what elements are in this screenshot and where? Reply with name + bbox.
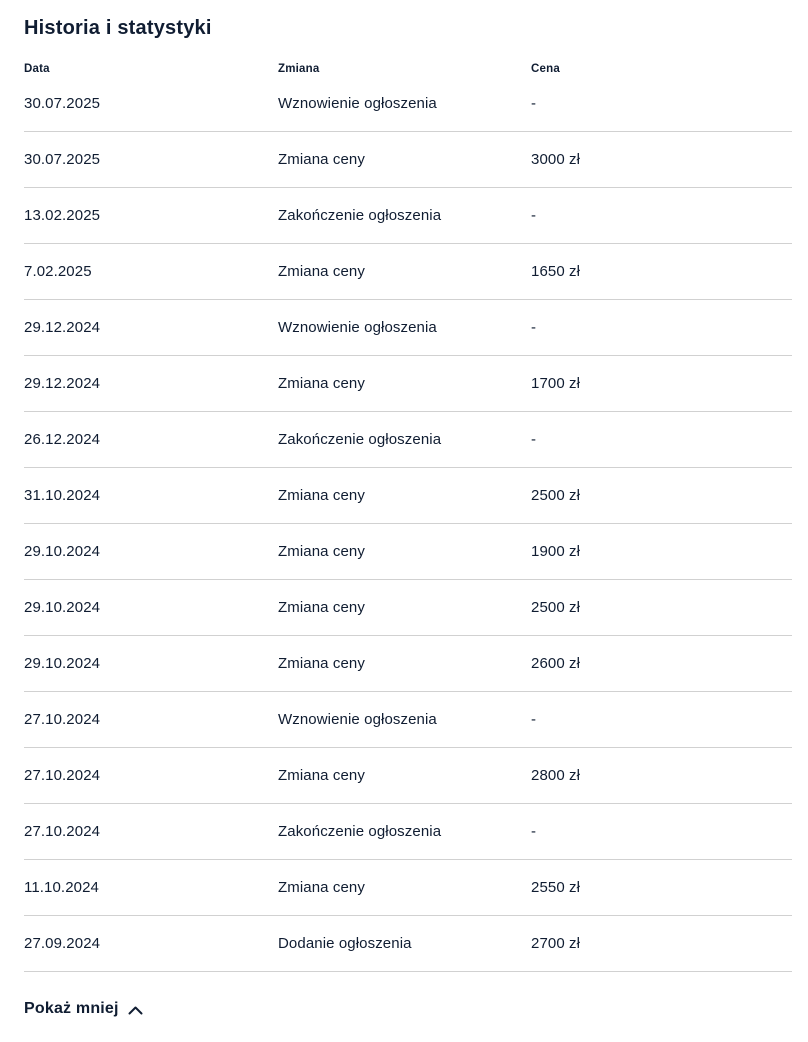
row-change: Zmiana ceny [278,487,365,504]
table-row [24,300,792,356]
table-row [24,468,792,524]
row-date: 29.10.2024 [24,655,101,672]
row-price: 2700 zł [531,935,581,952]
row-price: - [531,431,537,448]
row-date: 27.10.2024 [24,823,101,840]
row-change: Zmiana ceny [278,767,365,784]
chevron-up-icon [128,1006,143,1015]
row-change: Zmiana ceny [278,599,365,616]
row-price: - [531,823,537,840]
row-date: 11.10.2024 [24,879,99,896]
row-change: Wznowienie ogłoszenia [278,319,437,336]
row-change: Zakończenie ogłoszenia [278,207,442,224]
row-date: 29.12.2024 [24,375,101,392]
row-price: 1700 zł [531,375,581,392]
row-date: 31.10.2024 [24,487,101,504]
table-row [24,748,792,804]
row-change: Zakończenie ogłoszenia [278,823,442,840]
table-row [24,692,792,748]
column-header-date: Data [24,63,50,75]
row-price: 3000 zł [531,151,581,168]
table-row [24,244,792,300]
row-change: Wznowienie ogłoszenia [278,95,437,112]
row-change: Zmiana ceny [278,263,365,280]
row-change: Zmiana ceny [278,375,365,392]
row-change: Zmiana ceny [278,879,365,896]
column-header-change: Zmiana [278,63,320,75]
row-price: 2800 zł [531,767,581,784]
show-less-button[interactable] [24,1000,143,1018]
table-row [24,132,792,188]
row-price: - [531,95,537,112]
row-price: 2500 zł [531,599,581,616]
row-change: Zakończenie ogłoszenia [278,431,442,448]
row-date: 29.10.2024 [24,543,101,560]
table-row [24,524,792,580]
table-body [24,76,792,972]
row-change: Dodanie ogłoszenia [278,935,412,952]
table-row [24,412,792,468]
row-date: 26.12.2024 [24,431,101,448]
row-change: Wznowienie ogłoszenia [278,711,437,728]
row-date: 29.12.2024 [24,319,101,336]
row-change: Zmiana ceny [278,543,365,560]
row-date: 29.10.2024 [24,599,101,616]
history-table [24,62,792,972]
table-row [24,580,792,636]
table-row [24,860,792,916]
table-header-row [24,62,792,76]
table-row [24,916,792,972]
row-date: 27.10.2024 [24,711,101,728]
show-less-label: Pokaż mniej [24,1000,119,1017]
row-date: 30.07.2025 [24,151,101,168]
table-row [24,636,792,692]
row-date: 27.10.2024 [24,767,101,784]
row-price: 2500 zł [531,487,581,504]
row-date: 13.02.2025 [24,207,101,224]
table-row [24,76,792,132]
row-date: 7.02.2025 [24,263,92,280]
column-header-price: Cena [531,63,560,75]
row-price: - [531,319,537,336]
row-date: 30.07.2025 [24,95,101,112]
table-row [24,804,792,860]
row-change: Zmiana ceny [278,655,365,672]
row-date: 27.09.2024 [24,935,101,952]
table-row [24,356,792,412]
section-title: Historia i statystyki [24,17,212,39]
row-price: 1650 zł [531,263,581,280]
row-price: 2550 zł [531,879,581,896]
row-price: - [531,711,537,728]
table-row [24,188,792,244]
row-price: 2600 zł [531,655,581,672]
row-change: Zmiana ceny [278,151,365,168]
row-price: - [531,207,537,224]
row-price: 1900 zł [531,543,581,560]
